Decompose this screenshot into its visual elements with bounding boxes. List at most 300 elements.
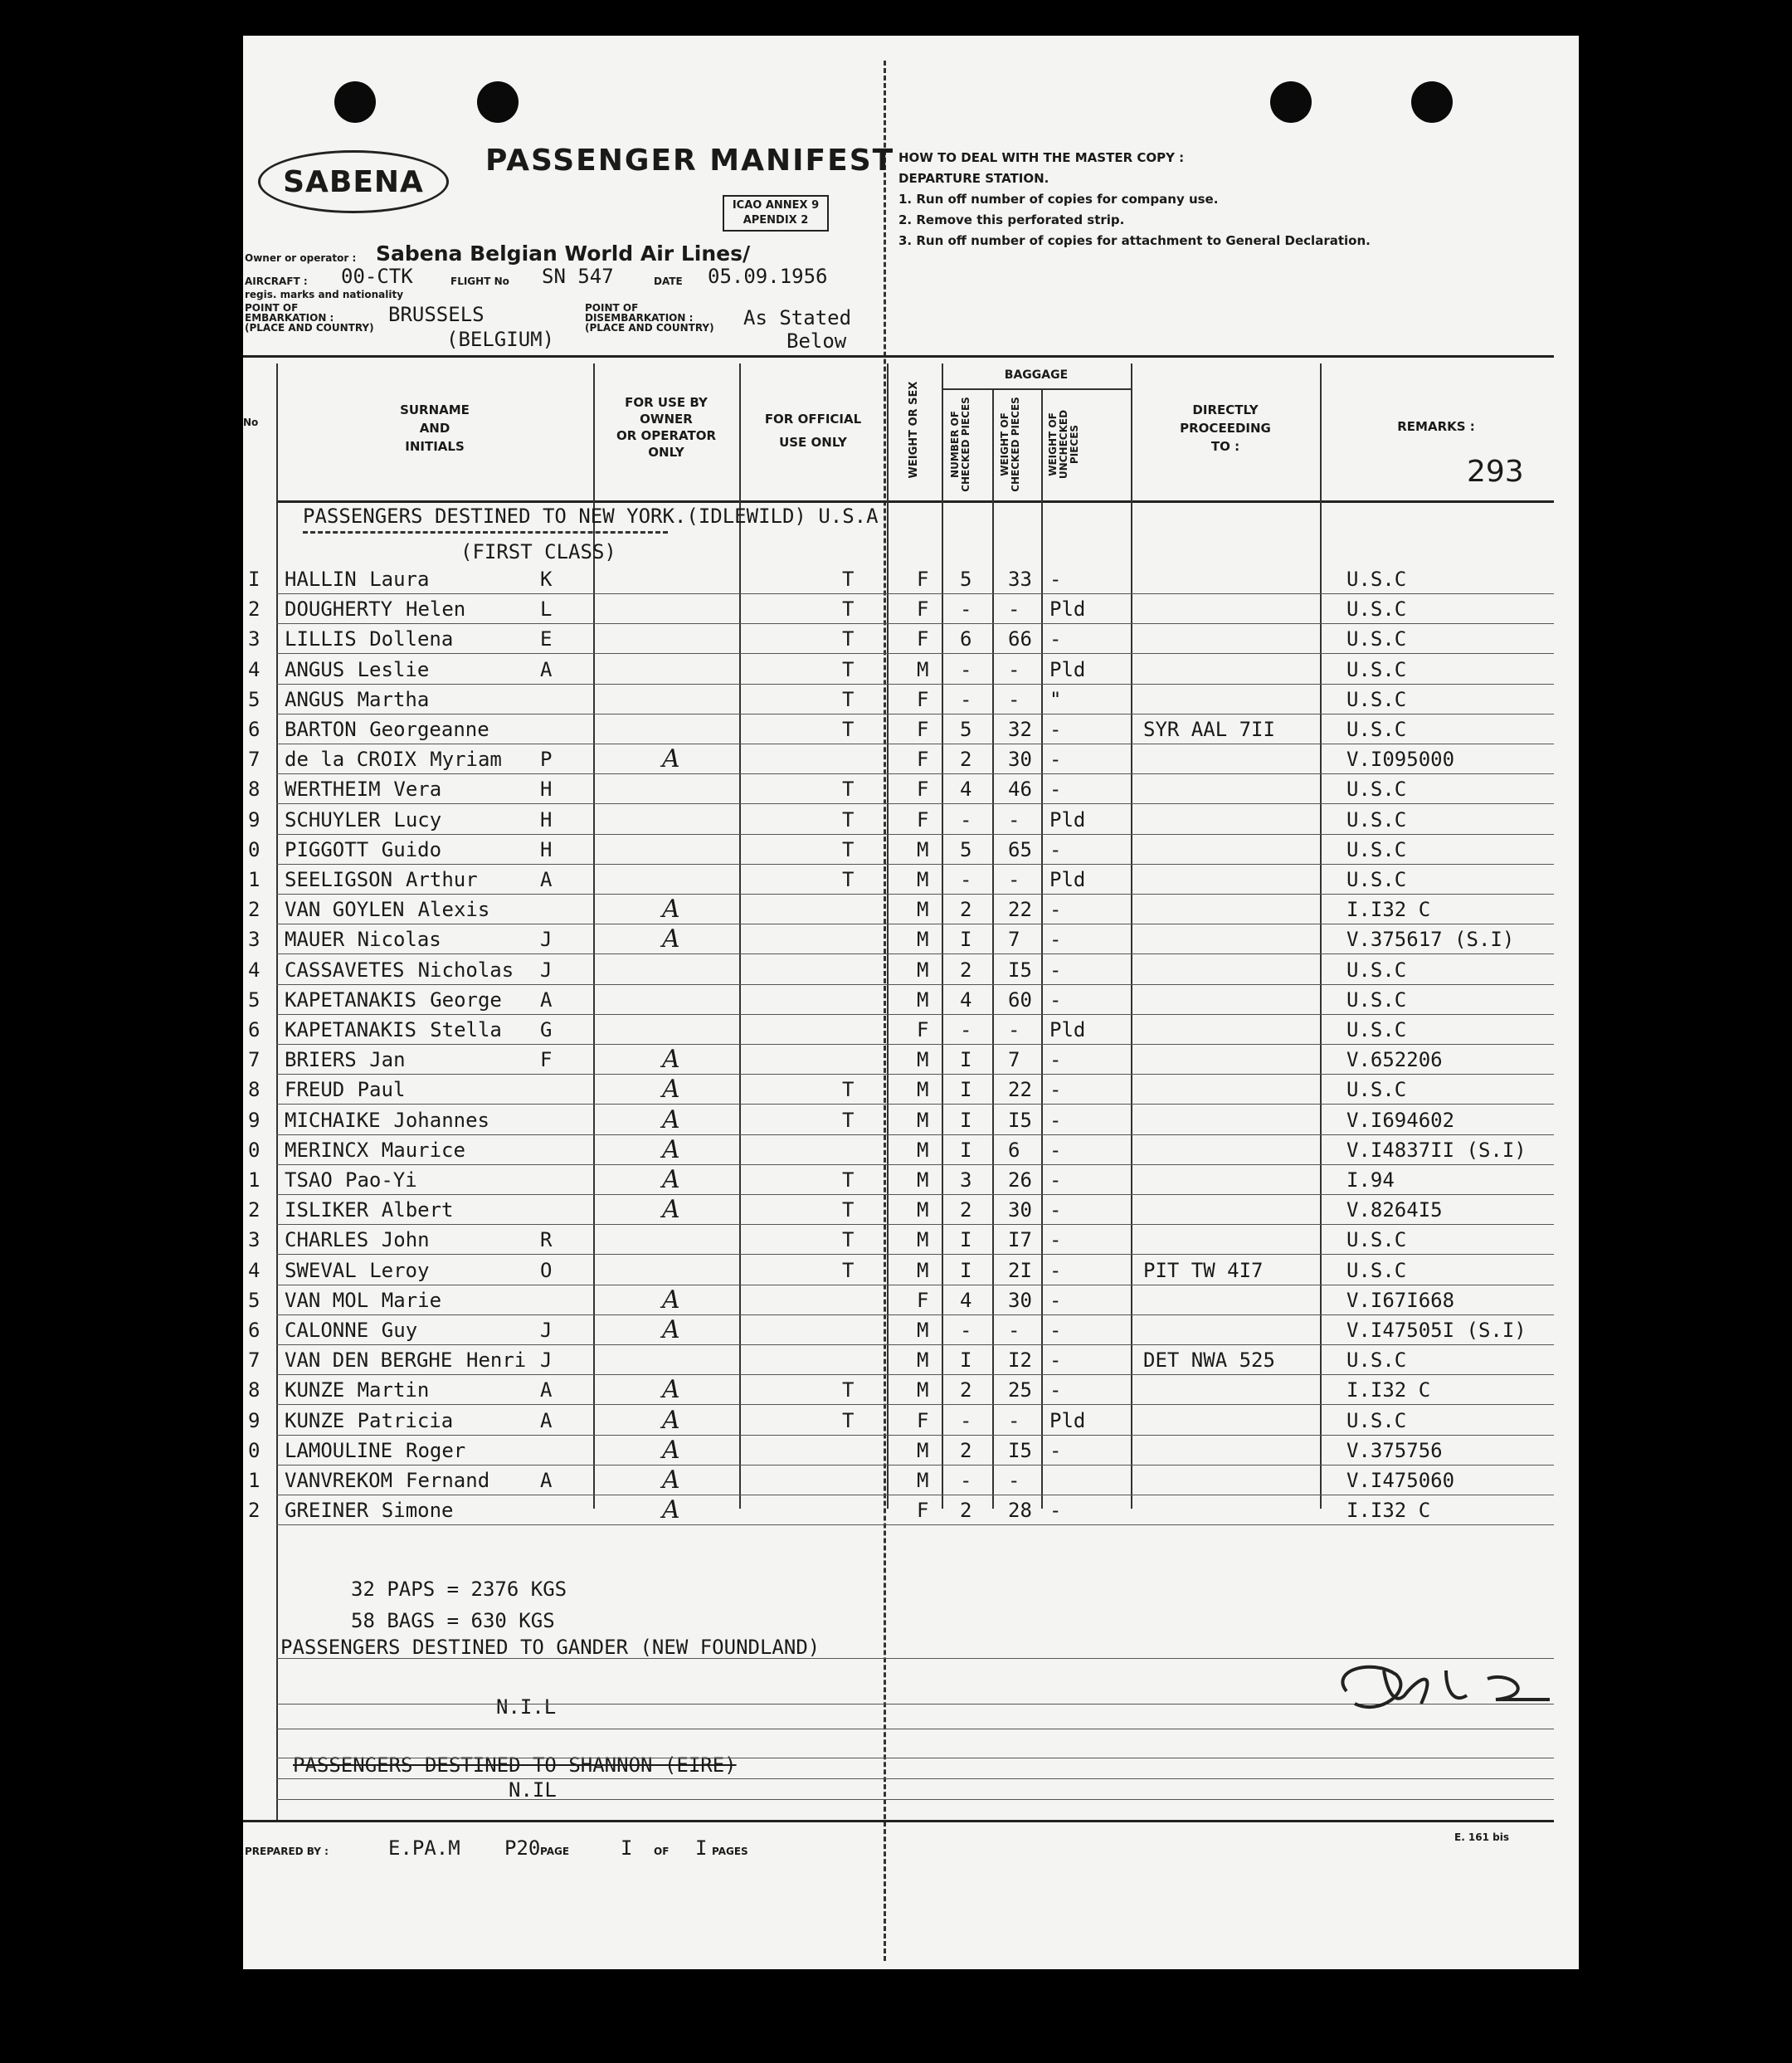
row-number: 9 [248,1408,261,1432]
operator: Sabena Belgian World Air Lines/ [376,241,751,266]
connection: SYR AAL 7II [1143,718,1275,741]
row-number: 2 [248,1499,261,1523]
remarks: V.652206 [1346,1048,1443,1072]
row-number: 9 [248,1108,261,1132]
checked-weight: 22 [1008,898,1032,922]
passenger-first-name: Leslie [357,657,430,681]
row-number: I [248,568,261,591]
row-number: 3 [248,627,261,651]
passenger-surname: HALLIN [285,568,357,591]
passenger-surname: BARTON [285,718,357,741]
section-new-york-class: (FIRST CLASS) [460,540,616,563]
passenger-initial: A [540,1378,553,1402]
ticket-mark: T [842,1408,855,1432]
passenger-first-name: Alexis [417,898,490,922]
checked-count: I [960,1228,972,1252]
unchecked-weight: - [1049,1499,1062,1523]
passenger-sex: F [917,1499,929,1523]
passenger-first-name: Patricia [357,1408,454,1432]
passenger-surname: KAPETANAKIS [285,1018,416,1041]
date: 05.09.1956 [708,265,828,288]
unchecked-weight: - [1049,1258,1062,1282]
checked-weight: I5 [1008,1438,1032,1462]
sabena-logo: SABENA [258,150,449,213]
checked-weight: - [1008,1408,1020,1432]
row-number: 7 [248,1349,261,1373]
owner-mark: A [662,1165,680,1194]
disembark-2: Below [786,329,847,353]
ticket-mark: T [842,627,855,651]
owner-mark: A [662,1495,680,1525]
passenger-sex: M [917,928,929,952]
checked-count: 2 [960,1499,972,1523]
remarks: V.375617 (S.I) [1346,928,1515,952]
checked-count: 5 [960,837,972,861]
header-rule [276,500,1554,503]
remarks: I.I32 C [1346,898,1431,922]
col-rule [887,363,889,1509]
date-label: DATE [654,276,683,287]
passenger-surname: KUNZE [285,1408,345,1432]
passenger-surname: CHARLES [285,1228,369,1252]
col-wt-unchecked: WEIGHT OF UNCHECKED PIECES [1047,409,1080,480]
ticket-mark: T [842,778,855,802]
row-number: 3 [248,1228,261,1252]
checked-count: 2 [960,1198,972,1222]
passenger-sex: M [917,1138,929,1162]
passenger-sex: M [917,1048,929,1072]
passenger-sex: F [917,718,929,741]
remarks: U.S.C [1346,687,1407,711]
checked-count: 4 [960,1288,972,1312]
checked-count: 4 [960,778,972,802]
embark-label: POINT OF EMBARKATION : (PLACE AND COUNTRY) [245,302,374,334]
passenger-surname: ANGUS [285,657,345,681]
passenger-initial: A [540,868,553,891]
unchecked-weight: - [1049,627,1062,651]
col-rule [1131,363,1132,1509]
passenger-sex: M [917,837,929,861]
remarks: U.S.C [1346,627,1407,651]
passenger-sex: M [917,657,929,681]
passenger-surname: LILLIS [285,627,357,651]
passenger-surname: MICHAIKE [285,1108,381,1132]
passenger-sex: M [917,1198,929,1222]
owner-mark: A [662,1435,680,1465]
remarks: U.S.C [1346,1078,1407,1102]
pages-label: PAGES [712,1846,748,1857]
remarks: I.94 [1346,1168,1395,1192]
flight-label: FLIGHT No [450,276,509,287]
section-underline [303,531,668,534]
checked-weight: 30 [1008,1288,1032,1312]
passenger-first-name: Vera [393,778,442,802]
checked-count: I [960,1048,972,1072]
checked-count: 5 [960,718,972,741]
passenger-surname: TSAO [285,1168,333,1192]
passenger-first-name: Simone [381,1499,454,1523]
owner-mark: A [662,1285,680,1314]
embark-country: (BELGIUM) [446,328,555,351]
remarks: V.I694602 [1346,1108,1455,1132]
form-number: E. 161 bis [1454,1831,1510,1843]
punch-hole [1411,81,1453,123]
passenger-surname: ANGUS [285,687,345,711]
checked-weight: - [1008,1319,1020,1342]
page-number: 293 [1467,455,1524,489]
row-rule [276,864,1554,865]
remarks: V.I67I668 [1346,1288,1455,1312]
checked-weight: - [1008,657,1020,681]
passenger-initial: O [540,1258,553,1282]
passenger-first-name: Maurice [381,1138,465,1162]
footer-rule [243,1820,1554,1822]
connection: DET NWA 525 [1143,1349,1275,1373]
col-rule [992,388,994,1509]
passenger-sex: M [917,988,929,1012]
row-number: 7 [248,1048,261,1072]
unchecked-weight: - [1049,718,1062,741]
remarks: V.I4837II (S.I) [1346,1138,1527,1162]
owner-mark: A [662,1075,680,1105]
checked-weight: - [1008,1018,1020,1041]
row-number: 9 [248,807,261,832]
instructions: HOW TO DEAL WITH THE MASTER COPY : DEPARTURE STATION. 1. Run off number of copies for company use. 2. Remove this perforated strip. 3. Run off number of copies for attachment to General Declaration. [898,150,1371,248]
passenger-sex: F [917,1018,929,1041]
row-number: 6 [248,1018,261,1041]
row-number: 2 [248,898,261,922]
row-number: 4 [248,958,261,982]
owner-mark: A [662,924,680,954]
ticket-mark: T [842,597,855,622]
unchecked-weight: - [1049,1438,1062,1462]
row-rule [276,803,1554,804]
section-gander: PASSENGERS DESTINED TO GANDER (NEW FOUNDLAND) [280,1636,821,1659]
passenger-sex: M [917,1469,929,1492]
passenger-surname: KAPETANAKIS [285,988,416,1012]
checked-count: 3 [960,1168,972,1192]
passenger-surname: DOUGHERTY [285,597,393,622]
remarks: U.S.C [1346,868,1407,891]
checked-weight: I7 [1008,1228,1032,1252]
checked-count: I [960,928,972,952]
passenger-initial: A [540,1408,553,1432]
passenger-surname: VAN MOL [285,1288,369,1312]
remarks: V.I095000 [1346,748,1455,772]
checked-count: - [960,597,972,622]
unchecked-weight: Pld [1049,1408,1086,1432]
row-number: 8 [248,778,261,802]
row-number: 2 [248,597,261,622]
checked-count: 2 [960,898,972,922]
passenger-initial: J [540,1319,553,1342]
passenger-first-name: Guido [381,837,442,861]
icao-box: ICAO ANNEX 9 APENDIX 2 [723,195,829,232]
col-rule [942,363,943,1509]
passenger-sex: M [917,1319,929,1342]
disembark: As Stated [743,306,852,329]
passenger-initial: F [540,1048,553,1072]
row-rule [276,1254,1554,1255]
punch-hole [477,81,519,123]
passenger-surname: ISLIKER [285,1198,369,1222]
passenger-sex: M [917,958,929,982]
passenger-sex: F [917,1408,929,1432]
passenger-surname: LAMOULINE [285,1438,393,1462]
remarks: U.S.C [1346,718,1407,741]
col-baggage: BAGGAGE [1004,368,1069,382]
ticket-mark: T [842,687,855,711]
owner-mark: A [662,1134,680,1164]
row-rule [276,984,1554,985]
passenger-sex: M [917,1349,929,1373]
checked-weight: - [1008,868,1020,891]
row-number: 0 [248,837,261,861]
prepared-label: PREPARED BY : [245,1846,329,1857]
ticket-mark: T [842,1198,855,1222]
remarks: V.I475060 [1346,1469,1455,1492]
perforation-line [884,61,886,1961]
remarks: I.I32 C [1346,1378,1431,1402]
passenger-first-name: Stella [430,1018,502,1041]
passenger-first-name: Leroy [369,1258,430,1282]
passenger-first-name: Paul [357,1078,406,1102]
row-rule [276,1164,1554,1165]
passenger-initial: K [540,568,553,591]
ticket-mark: T [842,1168,855,1192]
passenger-first-name: Dollena [369,627,454,651]
row-rule [276,653,1554,654]
remarks: U.S.C [1346,597,1407,622]
ticket-mark: T [842,568,855,591]
owner-mark: A [662,1375,680,1405]
of-label: OF [654,1846,670,1857]
row-rule [276,773,1554,774]
passenger-surname: CASSAVETES [285,958,405,982]
checked-weight: 25 [1008,1378,1032,1402]
checked-count: - [960,1319,972,1342]
row-number: 6 [248,718,261,741]
passenger-surname: KUNZE [285,1378,345,1402]
checked-count: I [960,1349,972,1373]
passenger-initial: A [540,1469,553,1492]
remarks: I.I32 C [1346,1499,1431,1523]
passenger-sex: F [917,748,929,772]
col-rule [593,363,595,1509]
col-rule [1320,363,1322,1509]
passenger-initial: P [540,748,553,772]
passenger-surname: VAN GOYLEN [285,898,405,922]
unchecked-weight: - [1049,958,1062,982]
col-owner: FOR USE BY OWNER OR OPERATOR ONLY [616,395,717,460]
remarks: V.I47505I (S.I) [1346,1319,1527,1342]
unchecked-weight: Pld [1049,868,1086,891]
owner-mark: A [662,1405,680,1435]
checked-count: 4 [960,988,972,1012]
passenger-first-name: John [381,1228,430,1252]
passenger-first-name: Laura [369,568,430,591]
remarks: U.S.C [1346,1018,1407,1041]
page-total: I [695,1836,708,1860]
unchecked-weight: - [1049,837,1062,861]
checked-count: - [960,1018,972,1041]
passenger-sex: M [917,1258,929,1282]
row-number: 2 [248,1198,261,1222]
remarks: U.S.C [1346,778,1407,802]
col-rule [1041,388,1043,1509]
checked-count: I [960,1108,972,1132]
row-number: 0 [248,1138,261,1162]
passenger-surname: WERTHEIM [285,778,381,802]
passenger-first-name: George [430,988,502,1012]
owner-mark: A [662,1466,680,1495]
passenger-first-name: Arthur [406,868,478,891]
checked-weight: I5 [1008,958,1032,982]
unchecked-weight: - [1049,928,1062,952]
passenger-sex: F [917,627,929,651]
unchecked-weight: - [1049,1319,1062,1342]
checked-count: I [960,1138,972,1162]
row-number: 4 [248,1258,261,1282]
passenger-surname: MAUER [285,928,345,952]
row-number: 3 [248,928,261,952]
row-rule [276,1044,1554,1045]
passenger-initial: H [540,807,553,832]
passenger-first-name: Roger [406,1438,466,1462]
passenger-surname: SWEVAL [285,1258,357,1282]
passenger-first-name: Fernand [406,1469,490,1492]
checked-weight: 65 [1008,837,1032,861]
row-rule [276,1014,1554,1015]
unchecked-weight: - [1049,748,1062,772]
unchecked-weight: - [1049,568,1062,591]
total-bags: 58 BAGS = 630 KGS [351,1609,555,1632]
lower-rule [276,1778,1554,1779]
unchecked-weight: Pld [1049,597,1086,622]
ticket-mark: T [842,657,855,681]
passenger-surname: de la CROIX [285,748,416,772]
passenger-first-name: Jan [369,1048,406,1072]
unchecked-weight: Pld [1049,1018,1086,1041]
passenger-surname: SCHUYLER [285,807,381,832]
unchecked-weight: - [1049,1048,1062,1072]
passenger-surname: CALONNE [285,1319,369,1342]
checked-count: - [960,687,972,711]
col-surname: SURNAME AND INITIALS [400,402,470,454]
col-remarks: REMARKS : [1397,419,1475,434]
passenger-surname: BRIERS [285,1048,357,1072]
checked-weight: 46 [1008,778,1032,802]
checked-count: 2 [960,1438,972,1462]
checked-count: 6 [960,627,972,651]
col-no: No [243,417,259,428]
passenger-first-name: Martha [357,687,430,711]
row-number: 4 [248,657,261,681]
passenger-initial: E [540,627,553,651]
owner-mark: A [662,1195,680,1225]
passenger-surname: SEELIGSON [285,868,393,891]
row-rule [276,1194,1554,1195]
passenger-surname: VANVREKOM [285,1469,393,1492]
passenger-initial: H [540,837,553,861]
ticket-mark: T [842,1108,855,1132]
remarks: U.S.C [1346,807,1407,832]
passenger-first-name: Martin [357,1378,430,1402]
unchecked-weight: - [1049,1168,1062,1192]
operator-label: Owner or operator : [245,252,357,264]
row-number: 6 [248,1319,261,1342]
lower-rule [276,1799,1554,1800]
row-rule [276,1224,1554,1225]
page-current: I [621,1836,633,1860]
row-rule [276,1404,1554,1405]
passenger-sex: M [917,1438,929,1462]
col-weight-sex: WEIGHT OR SEX [908,381,920,479]
owner-mark: A [662,1315,680,1344]
checked-weight: 32 [1008,718,1032,741]
passenger-sex: M [917,1228,929,1252]
row-rule [276,894,1554,895]
row-rule [276,1344,1554,1345]
passenger-sex: F [917,1288,929,1312]
section-new-york: PASSENGERS DESTINED TO NEW YORK.(IDLEWILD) U.S.A [303,505,879,528]
col-rule [276,363,278,1820]
ticket-mark: T [842,837,855,861]
passenger-sex: M [917,1378,929,1402]
checked-weight: 2I [1008,1258,1032,1282]
checked-weight: - [1008,1469,1020,1492]
checked-count: - [960,868,972,891]
row-number: 5 [248,988,261,1012]
ticket-mark: T [842,807,855,832]
passenger-surname: GREINER [285,1499,369,1523]
remarks: V.8264I5 [1346,1198,1443,1222]
checked-count: - [960,657,972,681]
row-rule [276,1074,1554,1075]
checked-count: - [960,1469,972,1492]
aircraft-label: AIRCRAFT : [245,276,308,287]
ticket-mark: T [842,1078,855,1102]
row-number: 5 [248,687,261,711]
remarks: U.S.C [1346,837,1407,861]
row-rule [276,623,1554,624]
unchecked-weight: - [1049,1378,1062,1402]
passenger-first-name: Georgeanne [369,718,489,741]
passenger-initial: R [540,1228,553,1252]
col-wt-checked: WEIGHT OF CHECKED PIECES [999,397,1021,492]
checked-weight: 60 [1008,988,1032,1012]
remarks: V.375756 [1346,1438,1443,1462]
passenger-initial: J [540,958,553,982]
row-number: 0 [248,1438,261,1462]
checked-count: 2 [960,958,972,982]
passenger-initial: A [540,988,553,1012]
owner-mark: A [662,1045,680,1075]
passenger-sex: F [917,778,929,802]
connection: PIT TW 4I7 [1143,1258,1264,1282]
unchecked-weight: - [1049,1108,1062,1132]
row-number: 8 [248,1378,261,1402]
passenger-sex: M [917,898,929,922]
unchecked-weight: - [1049,1138,1062,1162]
checked-count: 2 [960,1378,972,1402]
passenger-first-name: Pao-Yi [345,1168,417,1192]
remarks: U.S.C [1346,1349,1407,1373]
header-rule [243,355,1554,358]
checked-count: 2 [960,748,972,772]
unchecked-weight: Pld [1049,807,1086,832]
checked-weight: 22 [1008,1078,1032,1102]
